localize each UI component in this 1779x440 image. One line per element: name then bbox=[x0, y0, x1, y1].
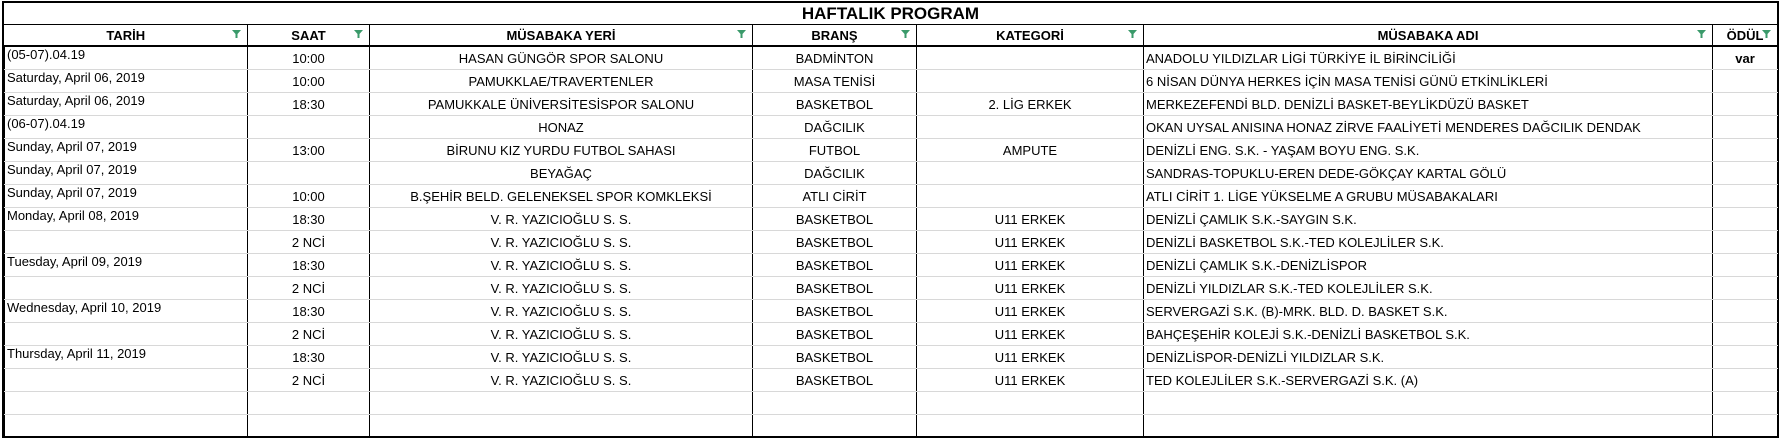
cell-musabaka-yeri[interactable]: BEYAĞAÇ bbox=[370, 162, 753, 185]
cell-kategori[interactable] bbox=[917, 162, 1144, 185]
cell-brans[interactable]: BASKETBOL bbox=[753, 93, 917, 116]
cell-tarih[interactable] bbox=[5, 277, 248, 300]
cell-odul[interactable] bbox=[1713, 277, 1778, 300]
cell-tarih[interactable] bbox=[5, 415, 248, 438]
table-row bbox=[5, 70, 1778, 93]
table-row bbox=[5, 162, 1778, 185]
cell-saat[interactable]: 13:00 bbox=[248, 139, 370, 162]
cell-tarih[interactable]: (05-07).04.19 bbox=[5, 46, 248, 70]
cell-tarih[interactable]: (06-07).04.19 bbox=[5, 116, 248, 139]
cell-musabaka-adi[interactable] bbox=[1144, 415, 1713, 438]
cell-musabaka-yeri[interactable]: V. R. YAZICIOĞLU S. S. bbox=[370, 231, 753, 254]
cell-brans[interactable]: BASKETBOL bbox=[753, 323, 917, 346]
cell-odul[interactable] bbox=[1713, 300, 1778, 323]
cell-tarih[interactable]: Wednesday, April 10, 2019 bbox=[5, 300, 248, 323]
cell-tarih[interactable]: Tuesday, April 09, 2019 bbox=[5, 254, 248, 277]
cell-musabaka-adi[interactable]: ATLI CİRİT 1. LİGE YÜKSELME A GRUBU MÜSABAKALARI bbox=[1144, 185, 1713, 208]
table-row bbox=[5, 139, 1778, 162]
cell-saat[interactable]: 10:00 bbox=[248, 46, 370, 70]
cell-kategori[interactable] bbox=[917, 70, 1144, 93]
cell-brans[interactable] bbox=[753, 415, 917, 438]
cell-musabaka-adi[interactable]: SERVERGAZİ S.K. (B)-MRK. BLD. D. BASKET S.K. bbox=[1144, 300, 1713, 323]
cell-odul[interactable] bbox=[1713, 254, 1778, 277]
cell-kategori[interactable]: U11 ERKEK bbox=[917, 208, 1144, 231]
cell-tarih[interactable]: Sunday, April 07, 2019 bbox=[5, 162, 248, 185]
cell-tarih[interactable] bbox=[5, 392, 248, 415]
table-row bbox=[5, 93, 1778, 116]
filter-icon[interactable] bbox=[1762, 30, 1771, 38]
table-row bbox=[5, 369, 1778, 392]
cell-brans[interactable]: BASKETBOL bbox=[753, 231, 917, 254]
cell-tarih[interactable] bbox=[5, 369, 248, 392]
cell-musabaka-adi[interactable]: DENİZLİ BASKETBOL S.K.-TED KOLEJLİLER S.K. bbox=[1144, 231, 1713, 254]
cell-musabaka-adi[interactable]: DENİZLİ YILDIZLAR S.K.-TED KOLEJLİLER S.K. bbox=[1144, 277, 1713, 300]
cell-musabaka-adi[interactable]: TED KOLEJLİLER S.K.-SERVERGAZİ S.K. (A) bbox=[1144, 369, 1713, 392]
cell-musabaka-adi[interactable]: BAHÇEŞEHİR KOLEJİ S.K.-DENİZLİ BASKETBOL S.K. bbox=[1144, 323, 1713, 346]
cell-brans[interactable]: DAĞCILIK bbox=[753, 162, 917, 185]
cell-musabaka-adi[interactable]: DENİZLİSPOR-DENİZLİ YILDIZLAR S.K. bbox=[1144, 346, 1713, 369]
column-header-label: TARİH bbox=[106, 27, 146, 43]
cell-saat[interactable]: 2 NCİ bbox=[248, 277, 370, 300]
cell-musabaka-adi[interactable]: DENİZLİ ÇAMLIK S.K.-SAYGIN S.K. bbox=[1144, 208, 1713, 231]
cell-musabaka-yeri[interactable]: V. R. YAZICIOĞLU S. S. bbox=[370, 323, 753, 346]
cell-musabaka-yeri[interactable]: V. R. YAZICIOĞLU S. S. bbox=[370, 369, 753, 392]
column-header-label: MÜSABAKA ADI bbox=[1377, 27, 1479, 43]
cell-tarih[interactable]: Sunday, April 07, 2019 bbox=[5, 185, 248, 208]
cell-musabaka-yeri[interactable]: V. R. YAZICIOĞLU S. S. bbox=[370, 254, 753, 277]
table-row bbox=[5, 323, 1778, 346]
cell-kategori[interactable]: U11 ERKEK bbox=[917, 346, 1144, 369]
cell-tarih[interactable]: Monday, April 08, 2019 bbox=[5, 208, 248, 231]
cell-musabaka-yeri[interactable]: PAMUKKLAE/TRAVERTENLER bbox=[370, 70, 753, 93]
cell-musabaka-adi[interactable]: ANADOLU YILDIZLAR LİGİ TÜRKİYE İL BİRİNCİLİĞİ bbox=[1144, 46, 1713, 70]
cell-tarih[interactable]: Saturday, April 06, 2019 bbox=[5, 93, 248, 116]
cell-odul[interactable] bbox=[1713, 116, 1778, 139]
cell-tarih[interactable]: Thursday, April 11, 2019 bbox=[5, 346, 248, 369]
column-header-saat bbox=[248, 25, 370, 46]
table-row bbox=[5, 116, 1778, 139]
cell-musabaka-yeri[interactable]: HASAN GÜNGÖR SPOR SALONU bbox=[370, 46, 753, 70]
column-header-label: BRANŞ bbox=[811, 27, 858, 43]
filter-icon[interactable] bbox=[354, 30, 363, 38]
cell-odul[interactable] bbox=[1713, 392, 1778, 415]
column-header-brans bbox=[753, 25, 917, 46]
cell-saat[interactable]: 2 NCİ bbox=[248, 323, 370, 346]
cell-musabaka-yeri[interactable]: B.ŞEHİR BELD. GELENEKSEL SPOR KOMKLEKSİ bbox=[370, 185, 753, 208]
cell-saat[interactable]: 18:30 bbox=[248, 254, 370, 277]
cell-brans[interactable]: MASA TENİSİ bbox=[753, 70, 917, 93]
column-header-label: ÖDÜL bbox=[1726, 27, 1764, 43]
column-header-label: SAAT bbox=[291, 27, 326, 43]
cell-musabaka-yeri[interactable]: HONAZ bbox=[370, 116, 753, 139]
cell-brans[interactable]: BASKETBOL bbox=[753, 254, 917, 277]
cell-musabaka-yeri[interactable] bbox=[370, 392, 753, 415]
cell-odul[interactable]: var bbox=[1713, 46, 1778, 70]
spreadsheet bbox=[2, 1, 1779, 438]
cell-tarih[interactable] bbox=[5, 323, 248, 346]
cell-musabaka-yeri[interactable] bbox=[370, 415, 753, 438]
cell-saat[interactable] bbox=[248, 116, 370, 139]
cell-musabaka-yeri[interactable]: V. R. YAZICIOĞLU S. S. bbox=[370, 208, 753, 231]
column-header-tarih bbox=[5, 25, 248, 46]
column-header-musabaka-adi bbox=[1144, 25, 1713, 46]
cell-musabaka-adi[interactable]: 6 NİSAN DÜNYA HERKES İÇİN MASA TENİSİ GÜNÜ ETKİNLİKLERİ bbox=[1144, 70, 1713, 93]
cell-tarih[interactable]: Sunday, April 07, 2019 bbox=[5, 139, 248, 162]
sheet-title: HAFTALIK PROGRAM bbox=[4, 3, 1777, 25]
cell-musabaka-yeri[interactable]: V. R. YAZICIOĞLU S. S. bbox=[370, 300, 753, 323]
cell-brans[interactable]: BASKETBOL bbox=[753, 369, 917, 392]
cell-musabaka-yeri[interactable]: V. R. YAZICIOĞLU S. S. bbox=[370, 346, 753, 369]
table-row bbox=[5, 392, 1778, 415]
cell-saat[interactable] bbox=[248, 162, 370, 185]
cell-odul[interactable] bbox=[1713, 369, 1778, 392]
table-row bbox=[5, 277, 1778, 300]
cell-musabaka-adi[interactable]: MERKEZEFENDİ BLD. DENİZLİ BASKET-BEYLİKDÜZÜ BASKET bbox=[1144, 93, 1713, 116]
cell-musabaka-adi[interactable]: DENİZLİ ENG. S.K. - YAŞAM BOYU ENG. S.K. bbox=[1144, 139, 1713, 162]
cell-musabaka-yeri[interactable]: BİRUNU KIZ YURDU FUTBOL SAHASI bbox=[370, 139, 753, 162]
filter-icon[interactable] bbox=[232, 30, 241, 38]
cell-kategori[interactable]: U11 ERKEK bbox=[917, 300, 1144, 323]
cell-saat[interactable]: 10:00 bbox=[248, 70, 370, 93]
cell-odul[interactable] bbox=[1713, 185, 1778, 208]
cell-saat[interactable]: 2 NCİ bbox=[248, 369, 370, 392]
column-header-label: MÜSABAKA YERİ bbox=[506, 27, 616, 43]
filter-icon[interactable] bbox=[1697, 30, 1706, 38]
cell-brans[interactable]: DAĞCILIK bbox=[753, 116, 917, 139]
cell-odul[interactable] bbox=[1713, 231, 1778, 254]
cell-kategori[interactable]: U11 ERKEK bbox=[917, 277, 1144, 300]
filter-icon[interactable] bbox=[901, 30, 910, 38]
cell-brans[interactable]: BASKETBOL bbox=[753, 346, 917, 369]
cell-saat[interactable] bbox=[248, 415, 370, 438]
cell-kategori[interactable] bbox=[917, 415, 1144, 438]
cell-kategori[interactable]: U11 ERKEK bbox=[917, 231, 1144, 254]
cell-musabaka-adi[interactable]: DENİZLİ ÇAMLIK S.K.-DENİZLİSPOR bbox=[1144, 254, 1713, 277]
cell-saat[interactable]: 18:30 bbox=[248, 93, 370, 116]
table-row bbox=[5, 185, 1778, 208]
cell-saat[interactable]: 10:00 bbox=[248, 185, 370, 208]
program-table bbox=[4, 25, 1778, 437]
cell-kategori[interactable]: U11 ERKEK bbox=[917, 369, 1144, 392]
cell-kategori[interactable]: U11 ERKEK bbox=[917, 254, 1144, 277]
cell-kategori[interactable]: AMPUTE bbox=[917, 139, 1144, 162]
filter-icon[interactable] bbox=[1128, 30, 1137, 38]
cell-brans[interactable]: BADMİNTON bbox=[753, 46, 917, 70]
cell-saat[interactable]: 2 NCİ bbox=[248, 231, 370, 254]
cell-kategori[interactable] bbox=[917, 46, 1144, 70]
cell-saat[interactable]: 18:30 bbox=[248, 300, 370, 323]
cell-kategori[interactable] bbox=[917, 116, 1144, 139]
header-row bbox=[5, 25, 1778, 46]
cell-kategori[interactable] bbox=[917, 392, 1144, 415]
filter-icon[interactable] bbox=[737, 30, 746, 38]
table-row bbox=[5, 415, 1778, 438]
cell-brans[interactable]: BASKETBOL bbox=[753, 300, 917, 323]
cell-kategori[interactable] bbox=[917, 185, 1144, 208]
cell-musabaka-yeri[interactable]: PAMUKKALE ÜNİVERSİTESİSPOR SALONU bbox=[370, 93, 753, 116]
cell-brans[interactable]: FUTBOL bbox=[753, 139, 917, 162]
cell-odul[interactable] bbox=[1713, 415, 1778, 438]
column-header-odul bbox=[1713, 25, 1778, 46]
cell-brans[interactable]: BASKETBOL bbox=[753, 277, 917, 300]
table-row bbox=[5, 208, 1778, 231]
cell-musabaka-adi[interactable] bbox=[1144, 392, 1713, 415]
cell-odul[interactable] bbox=[1713, 162, 1778, 185]
cell-kategori[interactable]: 2. LİG ERKEK bbox=[917, 93, 1144, 116]
table-row bbox=[5, 254, 1778, 277]
cell-tarih[interactable]: Saturday, April 06, 2019 bbox=[5, 70, 248, 93]
table-row bbox=[5, 346, 1778, 369]
cell-odul[interactable] bbox=[1713, 346, 1778, 369]
cell-brans[interactable] bbox=[753, 392, 917, 415]
cell-kategori[interactable]: U11 ERKEK bbox=[917, 323, 1144, 346]
table-row bbox=[5, 300, 1778, 323]
cell-brans[interactable]: ATLI CİRİT bbox=[753, 185, 917, 208]
cell-odul[interactable] bbox=[1713, 208, 1778, 231]
cell-brans[interactable]: BASKETBOL bbox=[753, 208, 917, 231]
cell-saat[interactable] bbox=[248, 392, 370, 415]
column-header-musabaka-yeri bbox=[370, 25, 753, 46]
column-header-kategori bbox=[917, 25, 1144, 46]
cell-musabaka-yeri[interactable]: V. R. YAZICIOĞLU S. S. bbox=[370, 277, 753, 300]
cell-odul[interactable] bbox=[1713, 70, 1778, 93]
cell-saat[interactable]: 18:30 bbox=[248, 208, 370, 231]
table-row bbox=[5, 231, 1778, 254]
cell-odul[interactable] bbox=[1713, 93, 1778, 116]
cell-odul[interactable] bbox=[1713, 139, 1778, 162]
cell-tarih[interactable] bbox=[5, 231, 248, 254]
cell-odul[interactable] bbox=[1713, 323, 1778, 346]
table-row bbox=[5, 46, 1778, 70]
cell-musabaka-adi[interactable]: OKAN UYSAL ANISINA HONAZ ZİRVE FAALİYETİ MENDERES DAĞCILIK DENDAK bbox=[1144, 116, 1713, 139]
column-header-label: KATEGORİ bbox=[996, 27, 1064, 43]
cell-musabaka-adi[interactable]: SANDRAS-TOPUKLU-EREN DEDE-GÖKÇAY KARTAL GÖLÜ bbox=[1144, 162, 1713, 185]
cell-saat[interactable]: 18:30 bbox=[248, 346, 370, 369]
